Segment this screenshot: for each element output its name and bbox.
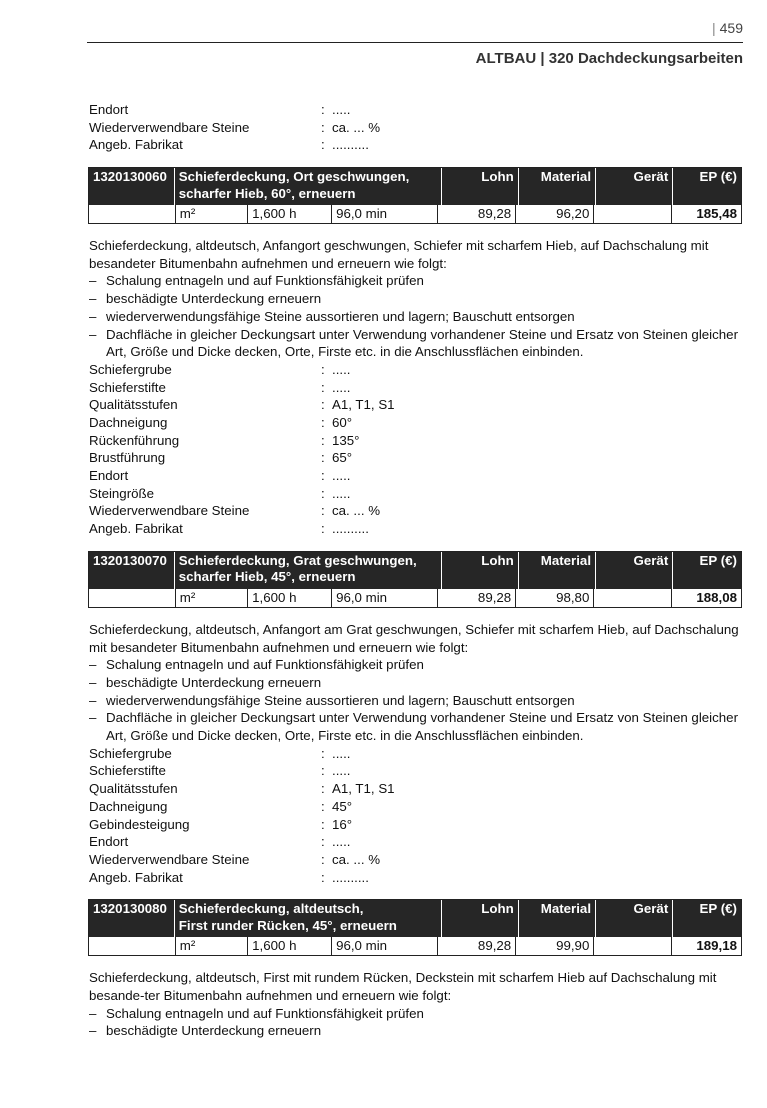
empty-cell — [89, 937, 176, 955]
property-key: Wiederverwendbare Steine — [89, 503, 250, 519]
property-value: ..... — [332, 102, 351, 117]
property-key: Gebindesteigung — [89, 816, 190, 832]
property-colon: : — [321, 851, 325, 867]
property-colon: : — [321, 816, 325, 832]
bullet-dash: – — [89, 674, 97, 690]
geraet-cell — [594, 589, 672, 607]
position-title — [175, 168, 442, 205]
property-colon: : — [321, 379, 325, 395]
bullet-text: beschädigte Unterdeckung erneuern — [106, 674, 322, 690]
bullet-item — [89, 290, 741, 308]
ep-cell: 188,08 — [696, 589, 737, 605]
property-row — [89, 361, 741, 379]
property-key: Angeb. Fabrikat — [89, 521, 183, 537]
property-row — [89, 851, 741, 869]
position-title-line: First runder Rücken, 45°, erneuern — [178, 917, 397, 933]
property-row — [89, 467, 741, 485]
property-value: ca. ... % — [332, 503, 381, 519]
property-key: Steingröße — [89, 485, 155, 501]
property-key: Wiederverwendbare Steine — [89, 851, 250, 867]
property-value: 45° — [332, 798, 353, 814]
position-header-row — [89, 168, 741, 205]
property-value: A1, T1, S1 — [332, 781, 395, 797]
property-value: A1, T1, S1 — [332, 397, 395, 413]
header-lohn: Lohn — [442, 552, 519, 589]
page-number — [712, 20, 743, 36]
bullet-text: Dachfläche in gleicher Deckungsart unter Verwendung vorhandener Steine und Ersatz von Steinen gleicher Art, Größe und Dicke decken, Orte, Firste etc. in die Anschlussflächen einbinden. — [106, 710, 738, 744]
lohn-cell: 89,28 — [438, 589, 516, 607]
position-title — [175, 552, 442, 589]
empty-cell — [89, 205, 176, 223]
position-id: 1320130070 — [89, 552, 175, 589]
property-row — [89, 745, 741, 763]
property-key: Schiefergrube — [89, 361, 172, 377]
lohn-cell: 89,28 — [438, 205, 516, 223]
property-key: Endort — [89, 834, 129, 850]
main-content — [89, 101, 741, 1040]
position-value-row — [89, 589, 741, 607]
position-title — [175, 900, 442, 937]
property-row — [89, 414, 741, 432]
property-colon: : — [321, 781, 325, 797]
property-value: 65° — [332, 450, 353, 466]
bullet-dash: – — [89, 710, 97, 726]
property-row — [89, 798, 741, 816]
property-key: Schieferstifte — [89, 763, 166, 779]
position-description: Schieferdeckung, altdeutsch, Anfangort am Grat geschwungen, Schiefer mit scharfem Hieb, auf Dachschalung mit besandeter Bitumenbahn aufnehmen und erneuern wie folgt: — [89, 621, 739, 655]
material-cell: 98,80 — [516, 589, 594, 607]
time-hours-cell: 1,600 h — [248, 589, 332, 607]
header-lohn: Lohn — [442, 168, 519, 205]
position-header-row — [89, 552, 741, 589]
geraet-cell — [594, 937, 672, 955]
position-table — [88, 899, 742, 956]
unit-cell: m² — [176, 589, 248, 607]
position-title-line: Schieferdeckung, Ort geschwungen, — [178, 169, 410, 185]
page-number-divider: | — [712, 20, 716, 36]
bullet-dash: – — [89, 326, 97, 342]
property-colon: : — [321, 869, 325, 885]
property-row — [89, 432, 741, 450]
property-key: Rückenführung — [89, 432, 180, 448]
bullet-text: wiederverwendungsfähige Steine aussortieren und lagern; Bauschutt entsorgen — [106, 692, 575, 708]
position-table — [88, 551, 742, 608]
bullet-dash: – — [89, 291, 97, 307]
property-value: ..... — [332, 468, 351, 484]
bullet-text: beschädigte Unterdeckung erneuern — [106, 291, 322, 307]
ep-cell: 189,18 — [696, 938, 737, 954]
time-minutes-cell: 96,0 min — [332, 589, 438, 607]
property-colon: : — [321, 798, 325, 814]
property-key: Dachneigung — [89, 415, 168, 431]
bullet-dash: – — [89, 1005, 97, 1021]
position-id: 1320130080 — [89, 900, 175, 937]
bullet-dash: – — [89, 657, 97, 673]
bullet-item — [89, 326, 741, 361]
property-row — [89, 379, 741, 397]
position-value-row — [89, 937, 741, 955]
property-colon: : — [321, 415, 325, 431]
property-colon: : — [321, 119, 325, 135]
bullet-item — [89, 709, 741, 744]
bullet-item — [89, 692, 741, 710]
property-key: Endort — [89, 102, 129, 117]
property-row — [89, 502, 741, 520]
empty-cell — [89, 589, 176, 607]
header-geraet: Gerät — [596, 900, 673, 937]
bullet-text: Dachfläche in gleicher Deckungsart unter Verwendung vorhandener Steine und Ersatz von Steinen gleicher Art, Größe und Dicke decken, Orte, Firste etc. in die Anschlussflächen einbinden. — [106, 326, 738, 360]
property-colon: : — [321, 361, 325, 377]
property-value: ..... — [332, 763, 351, 779]
property-row — [89, 833, 741, 851]
position-id: 1320130060 — [89, 168, 175, 205]
property-row — [89, 520, 741, 538]
header-lohn: Lohn — [442, 900, 519, 937]
header-ep: EP (€) — [699, 169, 737, 185]
property-colon: : — [321, 485, 325, 501]
property-row — [89, 449, 741, 467]
material-cell: 99,90 — [516, 937, 594, 955]
property-value: .......... — [332, 137, 369, 153]
bullet-dash: – — [89, 308, 97, 324]
bullet-text: Schalung entnageln und auf Funktionsfähigkeit prüfen — [106, 657, 424, 673]
property-colon: : — [321, 745, 325, 761]
property-value: 135° — [332, 432, 360, 448]
property-row — [89, 136, 741, 154]
bullet-dash: – — [89, 1023, 97, 1039]
property-key: Schieferstifte — [89, 379, 166, 395]
property-row — [89, 780, 741, 798]
property-colon: : — [321, 137, 325, 153]
bullet-text: wiederverwendungsfähige Steine aussortieren und lagern; Bauschutt entsorgen — [106, 308, 575, 324]
header-material: Material — [519, 168, 596, 205]
position-title-line: scharfer Hieb, 60°, erneuern — [178, 185, 356, 201]
ep-cell: 185,48 — [696, 206, 737, 222]
chapter-title: ALTBAU | 320 Dachdeckungsarbeiten — [475, 50, 743, 67]
property-value: ca. ... % — [332, 851, 381, 867]
position-description: Schieferdeckung, altdeutsch, Anfangort geschwungen, Schiefer mit scharfem Hieb, auf Dachschalung mit besandeter Bitumenbahn aufnehmen und erneuern wie folgt: — [89, 238, 709, 271]
property-value: ..... — [332, 361, 351, 377]
property-row — [89, 101, 741, 119]
bullet-item — [89, 674, 741, 692]
bullet-item — [89, 1022, 741, 1040]
geraet-cell — [594, 205, 672, 223]
position-table — [88, 167, 742, 224]
property-colon: : — [321, 102, 325, 117]
property-value: ..... — [332, 745, 351, 761]
property-key: Qualitätsstufen — [89, 781, 178, 797]
header-material: Material — [519, 900, 596, 937]
property-key: Brustführung — [89, 450, 166, 466]
property-row — [89, 762, 741, 780]
time-minutes-cell: 96,0 min — [332, 205, 438, 223]
property-key: Schiefergrube — [89, 745, 172, 761]
property-value: ca. ... % — [332, 119, 381, 135]
page-number-value: 459 — [719, 20, 743, 36]
unit-cell: m² — [176, 937, 248, 955]
position-title-line: scharfer Hieb, 45°, erneuern — [178, 569, 356, 585]
bullet-text: beschädigte Unterdeckung erneuern — [106, 1023, 322, 1039]
material-cell: 96,20 — [516, 205, 594, 223]
bullet-dash: – — [89, 692, 97, 708]
property-value: 16° — [332, 816, 353, 832]
property-colon: : — [321, 521, 325, 537]
property-colon: : — [321, 503, 325, 519]
unit-cell: m² — [176, 205, 248, 223]
bullet-text: Schalung entnageln und auf Funktionsfähigkeit prüfen — [106, 1005, 424, 1021]
property-value: ..... — [332, 379, 351, 395]
time-hours-cell: 1,600 h — [248, 205, 332, 223]
header-ep: EP (€) — [699, 901, 737, 917]
position-header-row — [89, 900, 741, 937]
time-minutes-cell: 96,0 min — [332, 937, 438, 955]
position-title-line: Schieferdeckung, Grat geschwungen, — [178, 552, 417, 568]
bullet-text: Schalung entnageln und auf Funktionsfähigkeit prüfen — [106, 273, 424, 289]
header-ep: EP (€) — [699, 552, 737, 568]
property-value: .......... — [332, 869, 369, 885]
property-key: Endort — [89, 468, 129, 484]
property-key: Angeb. Fabrikat — [89, 869, 183, 885]
property-value: ..... — [332, 834, 351, 850]
header-geraet: Gerät — [596, 168, 673, 205]
bullet-item — [89, 272, 741, 290]
position-description: Schieferdeckung, altdeutsch, First mit rundem Rücken, Deckstein mit scharfem Hieb auf Dachschalung mit besande-ter Bitumenbahn aufnehmen und erneuern wie folgt: — [89, 970, 717, 1003]
property-row — [89, 485, 741, 503]
header-rule — [87, 42, 743, 43]
property-row — [89, 869, 741, 887]
header-material: Material — [519, 552, 596, 589]
position-value-row — [89, 205, 741, 223]
property-row — [89, 119, 741, 137]
property-key: Dachneigung — [89, 798, 168, 814]
property-row — [89, 396, 741, 414]
property-value: .......... — [332, 521, 369, 537]
property-colon: : — [321, 468, 325, 484]
bullet-item — [89, 308, 741, 326]
header-geraet: Gerät — [596, 552, 673, 589]
property-key: Qualitätsstufen — [89, 397, 178, 413]
bullet-item — [89, 656, 741, 674]
property-colon: : — [321, 763, 325, 779]
property-value: 60° — [332, 415, 353, 431]
position-title-line: Schieferdeckung, altdeutsch, — [178, 901, 364, 917]
bullet-item — [89, 1005, 741, 1023]
property-colon: : — [321, 397, 325, 413]
time-hours-cell: 1,600 h — [248, 937, 332, 955]
property-row — [89, 816, 741, 834]
lohn-cell: 89,28 — [438, 937, 516, 955]
property-colon: : — [321, 450, 325, 466]
property-value: ..... — [332, 485, 351, 501]
property-key: Wiederverwendbare Steine — [89, 119, 250, 135]
property-colon: : — [321, 432, 325, 448]
property-key: Angeb. Fabrikat — [89, 137, 183, 153]
bullet-dash: – — [89, 273, 97, 289]
property-colon: : — [321, 834, 325, 850]
